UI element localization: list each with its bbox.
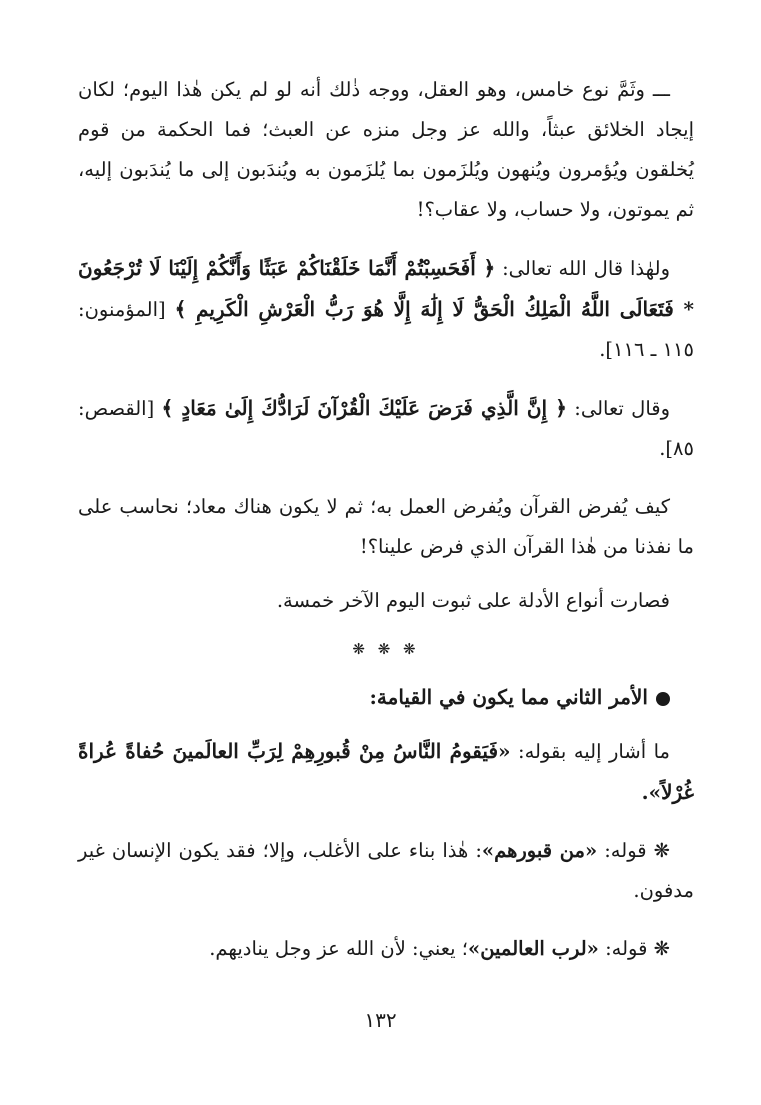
page-number: ١٣٢ (364, 1008, 397, 1032)
paragraph-fifth-evidence: ـــ وثَمَّ نوع خامس، وهو العقل، ووجه ذٰلك أنه لو لم يكن هٰذا اليوم؛ لكان إيجاد الخلائق عبثاً، والله عز وجل منزه عن العبث؛ فما الحكمة من قوم يُخلقون ويُؤمرون ويُنهون ويُلزَمون بما يُلزَمون به ويُندَبون إلى ما يُندَبون إليه، ثم يموتون، ولا حساب، ولا عقاب؟! (78, 78, 694, 221)
commentary-lead: قوله: (605, 937, 648, 960)
quran-verse-muminun: ﴿ أَفَحَسِبْتُمْ أَنَّمَا خَلَقْنَاكُمْ عَبَثًا وَأَنَّكُمْ إِلَيْنَا لَا تُرْجَعُونَ * فَتَعَالَى اللَّهُ الْمَلِكُ الْحَقُّ لَا إِلَٰهَ إِلَّا هُوَ رَبُّ الْعَرْشِ الْكَرِيمِ ﴾ (78, 256, 694, 321)
section-separator: ❋ ❋ ❋ (352, 640, 420, 658)
quran-verse-qasas: ﴿ إِنَّ الَّذِي فَرَضَ عَلَيْكَ الْقُرْآنَ لَرَادُّكَ إِلَىٰ مَعَادٍ ﴾ (161, 396, 567, 420)
page-body (78, 70, 694, 969)
commentary-quote: «من قبورهم» (481, 839, 598, 862)
hadith-text: «فَيَقومُ النَّاسُ مِنْ قُبورِهِمْ لِرَبِّ العالَمينَ حُفاةً عُراةً غُرْلاً». (78, 739, 694, 804)
paragraph-conclusion: فصارت أنواع الأدلة على ثبوت اليوم الآخر خمسة. (276, 589, 670, 612)
commentary-text: ؛ يعني: لأن الله عز وجل يناديهم. (209, 937, 468, 960)
commentary-lead: قوله: (604, 839, 647, 862)
verse-intro: وقال تعالى: (574, 397, 671, 420)
paragraph-question: كيف يُفرض القرآن ويُفرض العمل به؛ ثم لا يكون هناك معاد؛ نحاسب على ما نفذنا من هٰذا القرآن الذي فرض علينا؟! (78, 495, 694, 558)
paragraph-commentary-graves (78, 831, 694, 911)
commentary-text: : هٰذا بناء على الأغلب، وإلا؛ فقد يكون الإنسان غير مدفون. (78, 839, 694, 902)
verse-intro: ولهٰذا قال الله تعالى: (502, 257, 670, 280)
verse-reference: [القصص: ٨٥]. (78, 397, 694, 460)
asterisk-icon: ❋ (653, 839, 670, 862)
verse-reference: [المؤمنون: ١١٥ ـ ١١٦]. (78, 298, 694, 361)
paragraph-qasas-verse (78, 388, 694, 469)
paragraph-hadith (78, 731, 694, 813)
paragraph-commentary-lord (78, 929, 694, 969)
commentary-quote: «لرب العالمين» (468, 937, 599, 960)
paragraph-muminun-verse (78, 248, 694, 370)
heading-text: الأمر الثاني مما يكون في القيامة: (369, 685, 648, 709)
bullet-icon (656, 692, 670, 706)
section-heading (78, 677, 694, 717)
hadith-intro: ما أشار إليه بقوله: (518, 740, 670, 763)
asterisk-icon: ❋ (653, 937, 670, 960)
